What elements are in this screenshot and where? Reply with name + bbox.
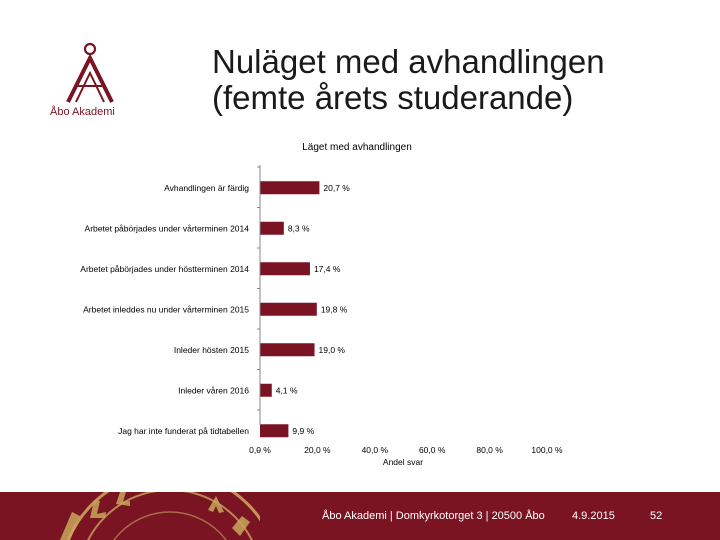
slide-title (212, 44, 692, 116)
page-number: 52 (650, 510, 663, 522)
category-label: Jag har inte funderat på tidtabellen (118, 425, 249, 436)
bar (260, 262, 310, 275)
footer-bar (0, 492, 720, 540)
slide-title-line-1: Nuläget med avhandlingen (212, 43, 605, 80)
category-label: Avhandlingen är färdig (164, 182, 249, 193)
x-axis-title: Andel svar (382, 457, 424, 467)
x-tick-label: 20,0 % (304, 445, 331, 455)
chart-title: Läget med avhandlingen (302, 142, 412, 153)
x-tick-label: 60,0 % (418, 445, 446, 455)
value-label: 19,8 % (320, 304, 348, 315)
bar (260, 384, 272, 397)
x-tick-label: 40,0 % (361, 445, 389, 455)
category-label: Arbetet påbörjades under höstterminen 2014 (80, 263, 249, 274)
category-label: Inleder hösten 2015 (173, 344, 249, 355)
value-label: 9,9 % (292, 425, 315, 436)
value-label: 20,7 % (323, 182, 350, 193)
x-tick-label: 100,0 % (531, 445, 563, 455)
value-label: 17,4 % (313, 263, 341, 274)
footer-address: Åbo Akademi | Domkyrkotorget 3 | 20500 Åbo (322, 510, 545, 522)
x-tick-label: 0,0 % (249, 445, 271, 455)
value-label: 8,3 % (287, 223, 310, 234)
category-labels-group (80, 183, 249, 436)
bar (260, 303, 317, 316)
bar (260, 222, 284, 235)
bar-chart (0, 130, 720, 475)
value-label: 19,0 % (318, 344, 345, 355)
category-label: Arbetet inleddes nu under vårterminen 2015 (83, 304, 249, 315)
category-label: Inleder våren 2016 (178, 385, 249, 396)
bar (260, 181, 319, 194)
university-seal-icon (20, 492, 260, 540)
bar (260, 343, 315, 356)
x-tick-label: 80,0 % (476, 445, 503, 455)
bars-group (260, 181, 319, 437)
value-label: 4,1 % (275, 385, 298, 396)
slide-title-line-2: (femte årets studerande) (212, 79, 574, 116)
category-label: Arbetet påbörjades under vårterminen 2014 (84, 223, 249, 234)
logo-text: Åbo Akademi (50, 106, 115, 118)
bar (260, 424, 288, 437)
footer-date: 4.9.2015 (572, 510, 615, 522)
